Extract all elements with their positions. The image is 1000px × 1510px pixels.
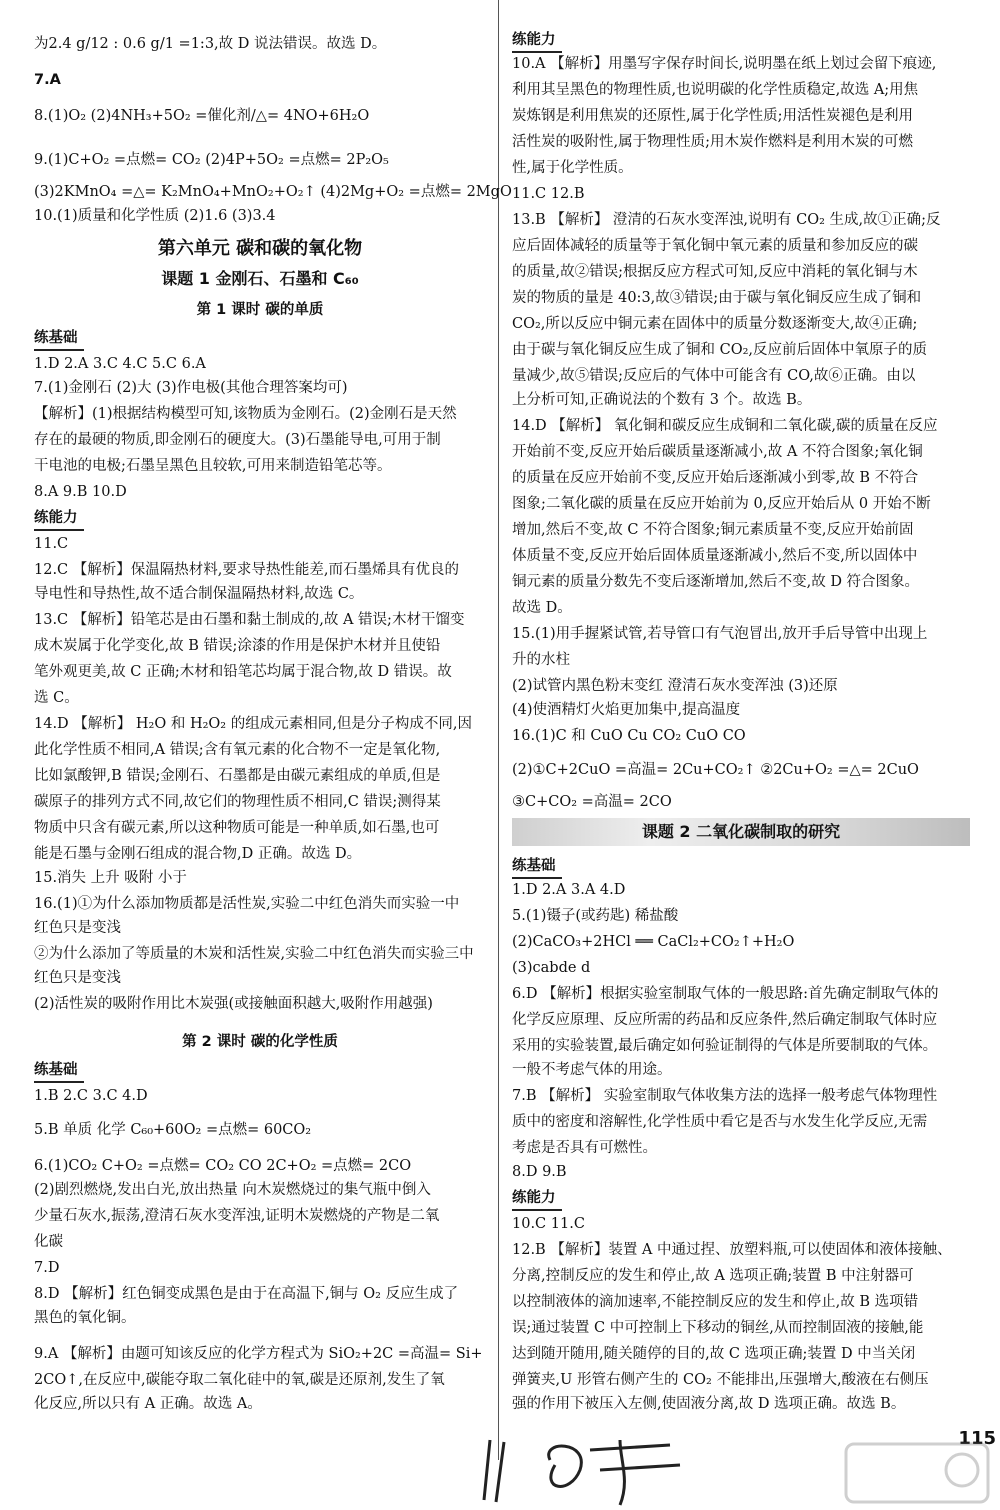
analysis-line: 采用的实验装置,最后确定如何验证制得的气体是所要制取的气体。 bbox=[512, 1038, 938, 1054]
lesson-title: 课题 1 金刚石、石墨和 C₆₀ bbox=[161, 269, 359, 288]
section-heading: 练基础 bbox=[34, 328, 84, 351]
text-line: 为2.4 g/12 : 0.6 g/1 =1:3,故 D 说法错误。故选 D。 bbox=[34, 36, 387, 52]
answer-line: 7.A bbox=[34, 72, 61, 88]
analysis-line: 质中的密度和溶解性,化学性质中看它是否与水发生化学反应,无需 bbox=[512, 1114, 928, 1130]
analysis-line: 上分析可知,正确说法的个数有 3 个。故选 B。 bbox=[512, 392, 812, 408]
answer-line: 红色只是变浅 bbox=[34, 970, 121, 986]
analysis-line: 强的作用下被压入左侧,使固液分离,故 D 选项正确。故选 B。 bbox=[512, 1396, 906, 1412]
answer-line: 升的水柱 bbox=[512, 652, 570, 668]
analysis-line: 性,属于化学性质。 bbox=[512, 160, 633, 176]
answer-line: 6.(1)CO₂ C+O₂ =点燃= CO₂ CO 2C+O₂ =点燃= 2CO bbox=[34, 1158, 412, 1174]
analysis-line: 弹簧夹,U 形管右侧产生的 CO₂ 不能排出,压强增大,酸液在右侧压 bbox=[512, 1372, 929, 1388]
analysis-line: 应后固体减轻的质量等于氧化铜中氧元素的质量和参加反应的碳 bbox=[512, 238, 918, 254]
section-heading: 练能力 bbox=[34, 508, 84, 531]
analysis-line: 12.C 【解析】保温隔热材料,要求导热性能差,而石墨烯具有优良的 bbox=[34, 562, 459, 578]
analysis-line: 12.B 【解析】装置 A 中通过捏、放塑料瓶,可以使固体和液体接触、 bbox=[512, 1242, 952, 1258]
answer-line: 1.D 2.A 3.C 4.C 5.C 6.A bbox=[34, 356, 206, 372]
answer-line: 1.D 2.A 3.A 4.D bbox=[512, 882, 626, 898]
analysis-line: 8.D 【解析】红色铜变成黑色是由于在高温下,铜与 O₂ 反应生成了 bbox=[34, 1286, 459, 1302]
analysis-line: 考虑是否具有可燃性。 bbox=[512, 1140, 657, 1156]
answer-line: 11.C bbox=[34, 536, 69, 552]
answer-line: 16.(1)C 和 CuO Cu CO₂ CuO CO bbox=[512, 728, 746, 744]
analysis-line: 误;通过装置 C 中可控制上下移动的铜丝,从而控制固液的接触,能 bbox=[512, 1320, 924, 1336]
answer-line: 8.A 9.B 10.D bbox=[34, 484, 127, 500]
analysis-line: 体质量不变,反应开始后固体质量逐渐减小,然后不变,所以固体中 bbox=[512, 548, 918, 564]
analysis-line: 导电性和导热性,故不适合制保温隔热材料,故选 C。 bbox=[34, 586, 364, 602]
answer-line: (2)CaCO₃+2HCl ══ CaCl₂+CO₂↑+H₂O bbox=[512, 934, 795, 950]
analysis-line: 笔外观更美,故 C 正确;木材和铅笔芯均属于混合物,故 D 错误。故 bbox=[34, 664, 452, 680]
answer-line: 8.D 9.B bbox=[512, 1164, 567, 1180]
analysis-line: 成木炭属于化学变化,故 B 错误;涂漆的作用是保护木材并且使铅 bbox=[34, 638, 441, 654]
analysis-line: 故选 D。 bbox=[512, 600, 572, 616]
section-heading: 练基础 bbox=[34, 1060, 84, 1083]
period-title: 第 2 课时 碳的化学性质 bbox=[182, 1034, 338, 1050]
analysis-line: 比如氯酸钾,B 错误;金刚石、石墨都是由碳元素组成的单质,但是 bbox=[34, 768, 441, 784]
analysis-line: 10.A 【解析】用墨写字保存时间长,说明墨在纸上划过会留下痕迹, bbox=[512, 56, 937, 72]
answer-line: 5.B 单质 化学 C₆₀+60O₂ =点燃= 60CO₂ bbox=[34, 1122, 312, 1138]
analysis-line: 化学反应原理、反应所需的药品和反应条件,然后确定制取气体时应 bbox=[512, 1012, 938, 1028]
period-title: 第 1 课时 碳的单质 bbox=[196, 302, 324, 318]
analysis-line: 铜元素的质量分数先不变后逐渐增加,然后不变,故 D 符合图象。 bbox=[512, 574, 920, 590]
handwriting-scribble bbox=[470, 1420, 710, 1510]
answer-line: 5.(1)镊子(或药匙) 稀盐酸 bbox=[512, 908, 679, 924]
section-heading: 练能力 bbox=[512, 1188, 562, 1211]
answer-line: 少量石灰水,振荡,澄清石灰水变浑浊,证明木炭燃烧的产物是二氧 bbox=[34, 1208, 440, 1224]
analysis-line: 开始前不变,反应开始后碳质量逐渐减小,故 A 不符合图象;氧化铜 bbox=[512, 444, 923, 460]
analysis-line: 2CO↑,在反应中,碳能夺取二氧化硅中的氧,碳是还原剂,发生了氧 bbox=[34, 1372, 445, 1388]
answer-line: 7.D bbox=[34, 1260, 60, 1276]
answer-line: 15.(1)用手握紧试管,若导管口有气泡冒出,放开手后导管中出现上 bbox=[512, 626, 928, 642]
answer-line: 8.(1)O₂ (2)4NH₃+5O₂ =催化剂/△= 4NO+6H₂O bbox=[34, 108, 370, 124]
analysis-line: 图象;二氧化碳的质量在反应开始前为 0,反应开始后从 0 开始不断 bbox=[512, 496, 931, 512]
answer-line: (4)使酒精灯火焰更加集中,提高温度 bbox=[512, 702, 741, 718]
answer-line: 化碳 bbox=[34, 1234, 63, 1250]
analysis-line: 以控制液体的滴加速率,不能控制反应的发生和停止,故 B 选项错 bbox=[512, 1294, 919, 1310]
analysis-line: 的质量在反应开始前不变,反应开始后逐渐减小到零,故 B 不符合 bbox=[512, 470, 919, 486]
answer-line: 16.(1)①为什么添加物质都是活性炭,实验二中红色消失而实验一中 bbox=[34, 896, 460, 912]
answer-line: 10.C 11.C bbox=[512, 1216, 585, 1232]
analysis-line: 化反应,所以只有 A 正确。故选 A。 bbox=[34, 1396, 262, 1412]
analysis-line: 存在的最硬的物质,即金刚石的硬度大。(3)石墨能导电,可用于制 bbox=[34, 432, 441, 448]
analysis-line: 选 C。 bbox=[34, 690, 79, 706]
analysis-line: 由于碳与氧化铜反应生成了铜和 CO₂,反应前后固体中氧原子的质 bbox=[512, 342, 928, 358]
analysis-line: 6.D 【解析】根据实验室制取气体的一般思路:首先确定制取气体的 bbox=[512, 986, 939, 1002]
answer-line: 7.(1)金刚石 (2)大 (3)作电极(其他合理答案均可) bbox=[34, 380, 348, 396]
analysis-line: 碳原子的排列方式不同,故它们的物理性质不相同,C 错误;测得某 bbox=[34, 794, 441, 810]
answer-line: (2)活性炭的吸附作用比木炭强(或接触面积越大,吸附作用越强) bbox=[34, 996, 433, 1012]
analysis-line: 达到随开随用,随关随停的目的,故 C 选项正确;装置 D 中当关闭 bbox=[512, 1346, 916, 1362]
answer-line: (3)2KMnO₄ =△= K₂MnO₄+MnO₂+O₂↑ (4)2Mg+O₂ =点燃= 2MgO bbox=[34, 184, 512, 200]
section-heading: 练能力 bbox=[512, 30, 562, 53]
analysis-line: 13.C 【解析】铅笔芯是由石墨和黏土制成的,故 A 错误;木材干馏变 bbox=[34, 612, 465, 628]
analysis-line: 9.A 【解析】由题可知该反应的化学方程式为 SiO₂+2C =高温= Si+ bbox=[34, 1346, 483, 1362]
answer-line: (2)剧烈燃烧,发出白光,放出热量 向木炭燃烧过的集气瓶中倒入 bbox=[34, 1182, 431, 1198]
analysis-line: 此化学性质不相同,A 错误;含有氧元素的化合物不一定是氧化物, bbox=[34, 742, 441, 758]
answer-line: (3)cabde d bbox=[512, 960, 591, 976]
analysis-line: 利用其呈黑色的物理性质,也说明碳的化学性质稳定,故选 A;用焦 bbox=[512, 82, 919, 98]
answer-line: 9.(1)C+O₂ =点燃= CO₂ (2)4P+5O₂ =点燃= 2P₂O₅ bbox=[34, 152, 389, 168]
analysis-line: CO₂,所以反应中铜元素在固体中的质量分数逐渐变大,故④正确; bbox=[512, 316, 918, 332]
analysis-line: 量减少,故⑤错误;反应后的气体中可能含有 CO,故⑥正确。由以 bbox=[512, 368, 916, 384]
analysis-line: 【解析】(1)根据结构模型可知,该物质为金刚石。(2)金刚石是天然 bbox=[34, 406, 457, 422]
analysis-line: 13.B 【解析】 澄清的石灰水变浑浊,说明有 CO₂ 生成,故①正确;反 bbox=[512, 212, 941, 228]
answer-line: 1.B 2.C 3.C 4.D bbox=[34, 1088, 148, 1104]
page-number: 115 bbox=[958, 1428, 996, 1449]
lesson-title-banner: 课题 2 二氧化碳制取的研究 bbox=[512, 818, 970, 846]
analysis-line: 分离,控制反应的发生和停止,故 A 选项正确;装置 B 中注射器可 bbox=[512, 1268, 914, 1284]
analysis-line: 活性炭的吸附性,属于物理性质;用木炭作燃料是利用木炭的可燃 bbox=[512, 134, 913, 150]
analysis-line: 黑色的氧化铜。 bbox=[34, 1310, 136, 1326]
answer-line: ②为什么添加了等质量的木炭和活性炭,实验二中红色消失而实验三中 bbox=[34, 946, 474, 962]
section-heading: 练基础 bbox=[512, 856, 562, 879]
analysis-line: 干电池的电极;石墨呈黑色且较软,可用来制造铅笔芯等。 bbox=[34, 458, 392, 474]
analysis-line: 一般不考虑气体的用途。 bbox=[512, 1062, 672, 1078]
analysis-line: 的质量,故②错误;根据反应方程式可知,反应中消耗的氧化铜与木 bbox=[512, 264, 918, 280]
watermark-logo bbox=[842, 1440, 992, 1506]
analysis-line: 14.D 【解析】 氧化铜和碳反应生成铜和二氧化碳,碳的质量在反应 bbox=[512, 418, 938, 434]
answer-line: 红色只是变浅 bbox=[34, 920, 121, 936]
answer-line: (2)①C+2CuO =高温= 2Cu+CO₂↑ ②2Cu+O₂ =△= 2CuO bbox=[512, 762, 919, 778]
analysis-line: 物质中只含有碳元素,所以这种物质可能是一种单质,如石墨,也可 bbox=[34, 820, 440, 836]
analysis-line: 能是石墨与金刚石组成的混合物,D 正确。故选 D。 bbox=[34, 846, 362, 862]
analysis-line: 增加,然后不变,故 C 不符合图象;铜元素质量不变,反应开始前固 bbox=[512, 522, 914, 538]
answer-line: ③C+CO₂ =高温= 2CO bbox=[512, 794, 672, 810]
answer-line: 15.消失 上升 吸附 小于 bbox=[34, 870, 187, 886]
analysis-line: 7.B 【解析】 实验室制取气体收集方法的选择一般考虑气体物理性 bbox=[512, 1088, 938, 1104]
answer-line: 10.(1)质量和化学性质 (2)1.6 (3)3.4 bbox=[34, 208, 276, 224]
column-divider bbox=[498, 0, 499, 1460]
analysis-line: 炭的物质的量是 40:3,故③错误;由于碳与氧化铜反应生成了铜和 bbox=[512, 290, 922, 306]
answer-line: (2)试管内黑色粉末变红 澄清石灰水变浑浊 (3)还原 bbox=[512, 678, 838, 694]
analysis-line: 炭炼钢是利用焦炭的还原性,属于化学性质;用活性炭褪色是利用 bbox=[512, 108, 913, 124]
analysis-line: 14.D 【解析】 H₂O 和 H₂O₂ 的组成元素相同,但是分子构成不同,因 bbox=[34, 716, 472, 732]
answer-line: 11.C 12.B bbox=[512, 186, 585, 202]
unit-title: 第六单元 碳和碳的氧化物 bbox=[157, 238, 363, 259]
